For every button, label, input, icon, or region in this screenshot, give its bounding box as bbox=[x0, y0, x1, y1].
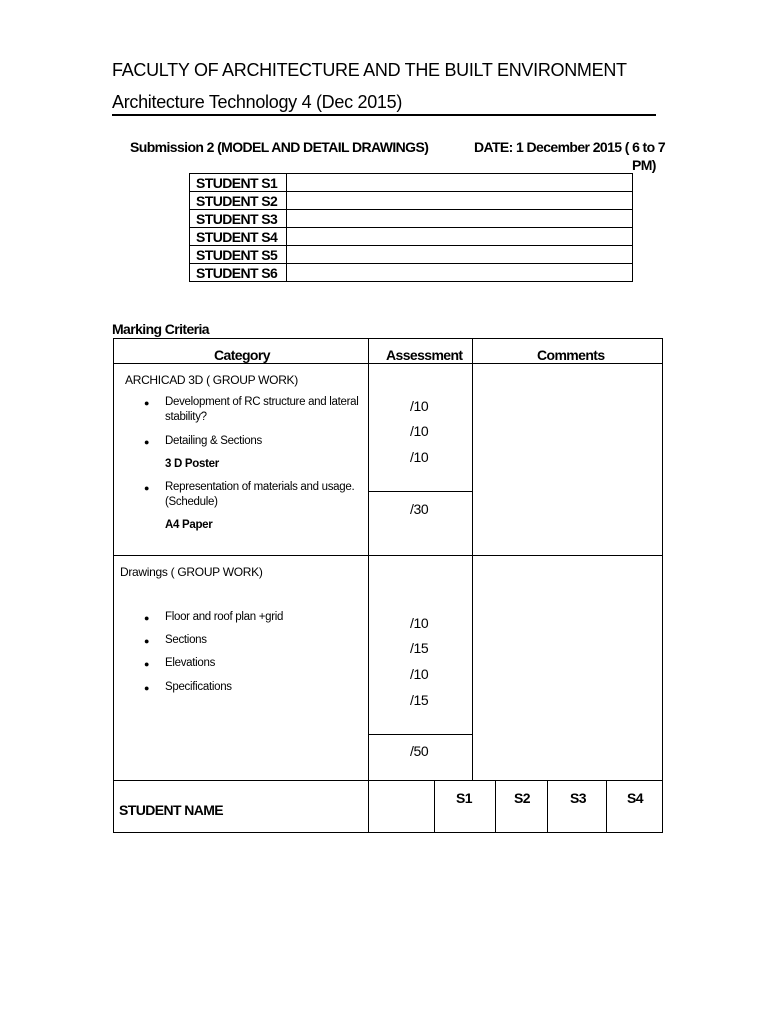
student-row bbox=[190, 210, 633, 228]
section1-score: /10 bbox=[410, 449, 429, 465]
section2-score: /10 bbox=[410, 666, 429, 682]
footer-divider bbox=[547, 780, 548, 833]
student-row bbox=[190, 264, 633, 282]
marking-heading: Marking Criteria bbox=[112, 321, 209, 337]
student-row bbox=[190, 174, 633, 192]
student-label: STUDENT S3 bbox=[190, 210, 287, 228]
column-header-category: Category bbox=[214, 347, 270, 363]
section1-sub2: 3 D Poster bbox=[165, 458, 219, 470]
bullet-icon: ● bbox=[144, 683, 150, 693]
submission-date-cont: PM) bbox=[632, 157, 656, 173]
footer-divider bbox=[434, 780, 435, 833]
total-line-1 bbox=[368, 491, 473, 492]
assessment-divider bbox=[472, 338, 473, 781]
student-name-cell[interactable] bbox=[287, 174, 633, 192]
section2-item: Specifications bbox=[165, 681, 232, 693]
student-label: STUDENT S4 bbox=[190, 228, 287, 246]
student-name-cell[interactable] bbox=[287, 264, 633, 282]
section1-item1-line2: stability? bbox=[165, 411, 207, 423]
footer-col-s3: S3 bbox=[570, 790, 586, 806]
section2-item: Sections bbox=[165, 634, 207, 646]
bullet-icon: ● bbox=[144, 636, 150, 646]
section2-item: Floor and roof plan +grid bbox=[165, 611, 284, 623]
student-name-cell[interactable] bbox=[287, 228, 633, 246]
section2-score: /15 bbox=[410, 692, 429, 708]
bullet-icon: ● bbox=[144, 437, 150, 447]
faculty-title: FACULTY OF ARCHITECTURE AND THE BUILT ENVIRONMENT bbox=[112, 60, 627, 80]
section2-title: Drawings ( GROUP WORK) bbox=[120, 565, 263, 579]
course-title: Architecture Technology 4 (Dec 2015) bbox=[112, 92, 403, 112]
header-row-line bbox=[113, 363, 663, 364]
submission-date: DATE: 1 December 2015 ( 6 to 7 bbox=[474, 139, 666, 155]
section1-item3-line2: (Schedule) bbox=[165, 496, 218, 508]
bullet-icon: ● bbox=[144, 483, 150, 493]
student-row bbox=[190, 228, 633, 246]
section2-total: /50 bbox=[410, 743, 429, 759]
submission-title: Submission 2 (MODEL AND DETAIL DRAWINGS) bbox=[130, 139, 429, 155]
student-name-cell[interactable] bbox=[287, 192, 633, 210]
footer-col-s4: S4 bbox=[627, 790, 643, 806]
footer-separator bbox=[113, 780, 663, 781]
footer-divider bbox=[606, 780, 607, 833]
footer-col-s1: S1 bbox=[456, 790, 472, 806]
section2-item: Elevations bbox=[165, 657, 216, 669]
student-label: STUDENT S5 bbox=[190, 246, 287, 264]
section1-score: /10 bbox=[410, 398, 429, 414]
total-line-2 bbox=[368, 734, 473, 735]
student-row bbox=[190, 246, 633, 264]
footer-col-s2: S2 bbox=[514, 790, 530, 806]
section1-item2: Detailing & Sections bbox=[165, 435, 262, 447]
student-table bbox=[189, 173, 633, 282]
student-label: STUDENT S2 bbox=[190, 192, 287, 210]
column-header-comments: Comments bbox=[537, 347, 605, 363]
section1-item1-line1: Development of RC structure and lateral bbox=[165, 396, 359, 408]
section1-item3-line1: Representation of materials and usage. bbox=[165, 481, 355, 493]
column-header-assessment: Assessment bbox=[386, 347, 463, 363]
section1-sub3: A4 Paper bbox=[165, 519, 213, 531]
section2-score: /10 bbox=[410, 615, 429, 631]
student-label: STUDENT S6 bbox=[190, 264, 287, 282]
student-name-label: STUDENT NAME bbox=[119, 802, 224, 818]
student-name-cell[interactable] bbox=[287, 246, 633, 264]
student-row bbox=[190, 192, 633, 210]
student-name-cell[interactable] bbox=[287, 210, 633, 228]
section1-title: ARCHICAD 3D ( GROUP WORK) bbox=[125, 373, 298, 387]
student-label: STUDENT S1 bbox=[190, 174, 287, 192]
section2-score: /15 bbox=[410, 640, 429, 656]
section1-total: /30 bbox=[410, 501, 429, 517]
section1-score: /10 bbox=[410, 423, 429, 439]
section-separator bbox=[113, 555, 663, 556]
footer-divider bbox=[495, 780, 496, 833]
category-divider bbox=[368, 338, 369, 833]
bullet-icon: ● bbox=[144, 613, 150, 623]
header-rule bbox=[112, 114, 656, 116]
bullet-icon: ● bbox=[144, 659, 150, 669]
bullet-icon: ● bbox=[144, 398, 150, 408]
